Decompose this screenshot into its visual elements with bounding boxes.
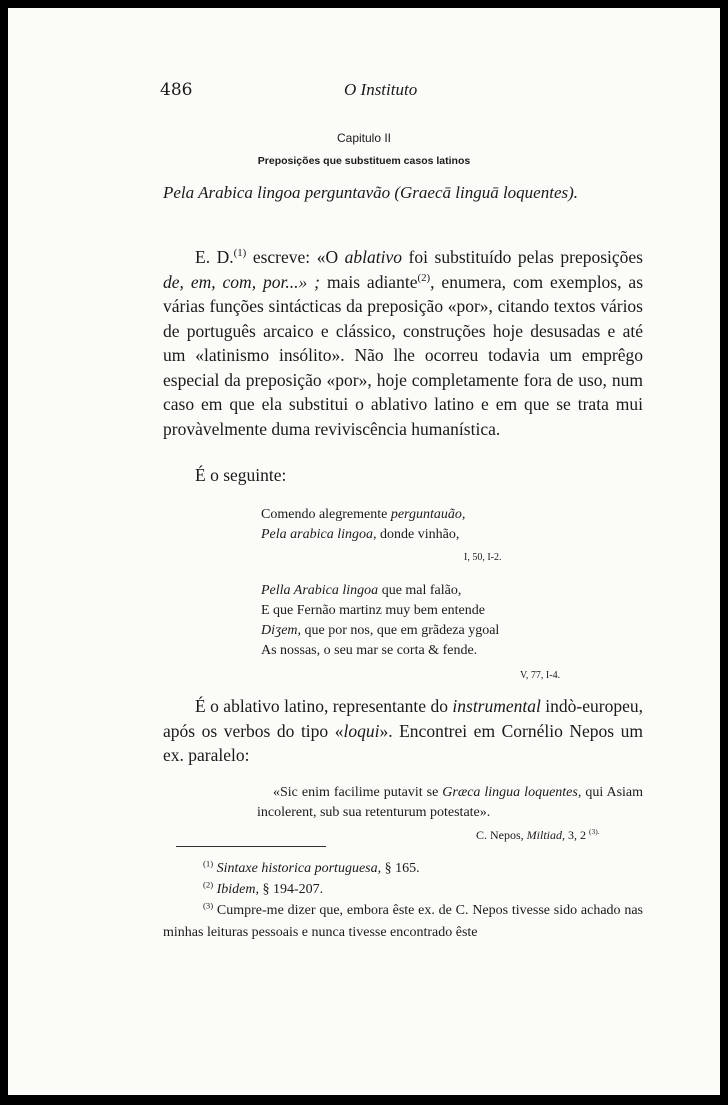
p2-text: É o seguinte: <box>195 465 287 485</box>
footnote-divider <box>176 846 326 847</box>
verse-line: E que Fernão martinz muy bem entende <box>261 603 485 618</box>
footnote-italic: Ibidem, <box>216 882 260 897</box>
footnote-text: § 194-207. <box>259 882 324 897</box>
p1-text: , enumera, com exemplos, as várias funções sintácticas da preposição «por», citando textos vários de português arcaico e clássico, construções hoje desusadas e até um «latinismo insólito». Não lhe ocorreu todavia um emprêgo especial da preposição «por», hoje completamente fora de uso, num caso em que ela substitui o ablativo latino e em que se trata mui provàvelmente duma reviviscência humanística. <box>163 271 643 439</box>
section-title: Preposições que substituem casos latinos <box>257 155 471 167</box>
verse-block-1 <box>261 505 531 545</box>
footnote-1 <box>203 858 643 880</box>
quote-ref-text: C. Nepos, <box>476 828 527 842</box>
verse-text: que mal falão, <box>378 583 462 598</box>
quote-text: «Sic enim facilime putavit se <box>273 785 443 800</box>
running-header <box>8 80 720 104</box>
verse-reference: I, 50, I-2. <box>464 552 502 563</box>
footnote-ref-1: (1) <box>233 247 247 260</box>
verse-line <box>261 581 531 601</box>
p1-italic: de, em, com, por...» ; <box>163 271 321 292</box>
verse-line: As nossas, o seu mar se corta & fende. <box>261 643 478 658</box>
footnote-number: (3) <box>203 900 214 911</box>
verse-line <box>261 621 531 641</box>
verse-text: que por nos, que em grãdeza ygoal <box>301 623 500 638</box>
verse-line <box>261 525 531 545</box>
footnote-2 <box>203 879 643 901</box>
page-number: 486 <box>160 80 193 100</box>
p1-italic: ablativo <box>344 247 402 267</box>
p1-text: mais adiante <box>320 271 418 292</box>
footnote-italic: Sintaxe historica portuguesa, <box>216 861 382 876</box>
quote-ref-text: 3, 2 <box>565 828 590 842</box>
paragraph-3 <box>163 694 643 768</box>
document-page <box>8 8 720 1095</box>
p3-text: É o ablativo latino, representante do <box>195 696 453 716</box>
subtitle: Pela Arabica lingoa perguntavão (Graecā linguā loquentes). <box>163 183 579 202</box>
footnote-number: (2) <box>203 879 214 890</box>
footnote-text: § 165. <box>381 861 420 876</box>
verse-text: Comendo alegremente <box>261 507 391 522</box>
footnote-ref-2: (2) <box>417 271 431 284</box>
running-title: O Instituto <box>344 80 418 99</box>
verse-text: donde vinhão, <box>376 527 460 542</box>
verse-block-2 <box>261 581 531 661</box>
latin-quote <box>257 783 643 823</box>
quote-reference <box>476 828 600 843</box>
paragraph-1 <box>163 245 643 441</box>
footnote-ref-3: (3). <box>589 827 600 836</box>
footnote-3 <box>163 900 643 944</box>
verse-reference: V, 77, I-4. <box>520 670 561 681</box>
p1-text: escreve: «O <box>246 247 345 267</box>
quote-ref-italic: Miltiad, <box>526 828 566 842</box>
quote-text: qui Asiam incolerent, sub sua retenturum potestate». <box>257 785 644 820</box>
p3-text: indò-europeu, após os verbos do tipo « <box>163 696 643 741</box>
verse-italic: Diʒem, <box>261 623 302 638</box>
p1-text: foi substituído pelas preposições <box>401 247 643 267</box>
verse-italic: Pella Arabica lingoa <box>261 583 379 598</box>
paragraph-2 <box>163 463 643 488</box>
footnote-number: (1) <box>203 858 214 869</box>
p1-text: E. D. <box>195 247 234 267</box>
p3-italic: instrumental <box>452 696 541 716</box>
p3-italic: loqui <box>343 720 380 741</box>
verse-italic: perguntauão, <box>390 507 466 522</box>
footnote-text: Cumpre-me dizer que, embora êste ex. de C. Nepos tivesse sido achado nas minhas leituras pessoais e nunca tivesse encontrado êste <box>163 903 643 940</box>
verse-italic: Pela arabica lingoa, <box>261 527 377 542</box>
verse-line <box>261 505 531 525</box>
p3-text: ». Encontrei em Cornélio Nepos um ex. paralelo: <box>163 720 643 765</box>
chapter-heading: Capitulo II <box>336 131 392 145</box>
quote-italic: Græca lingua loquentes, <box>442 785 582 800</box>
